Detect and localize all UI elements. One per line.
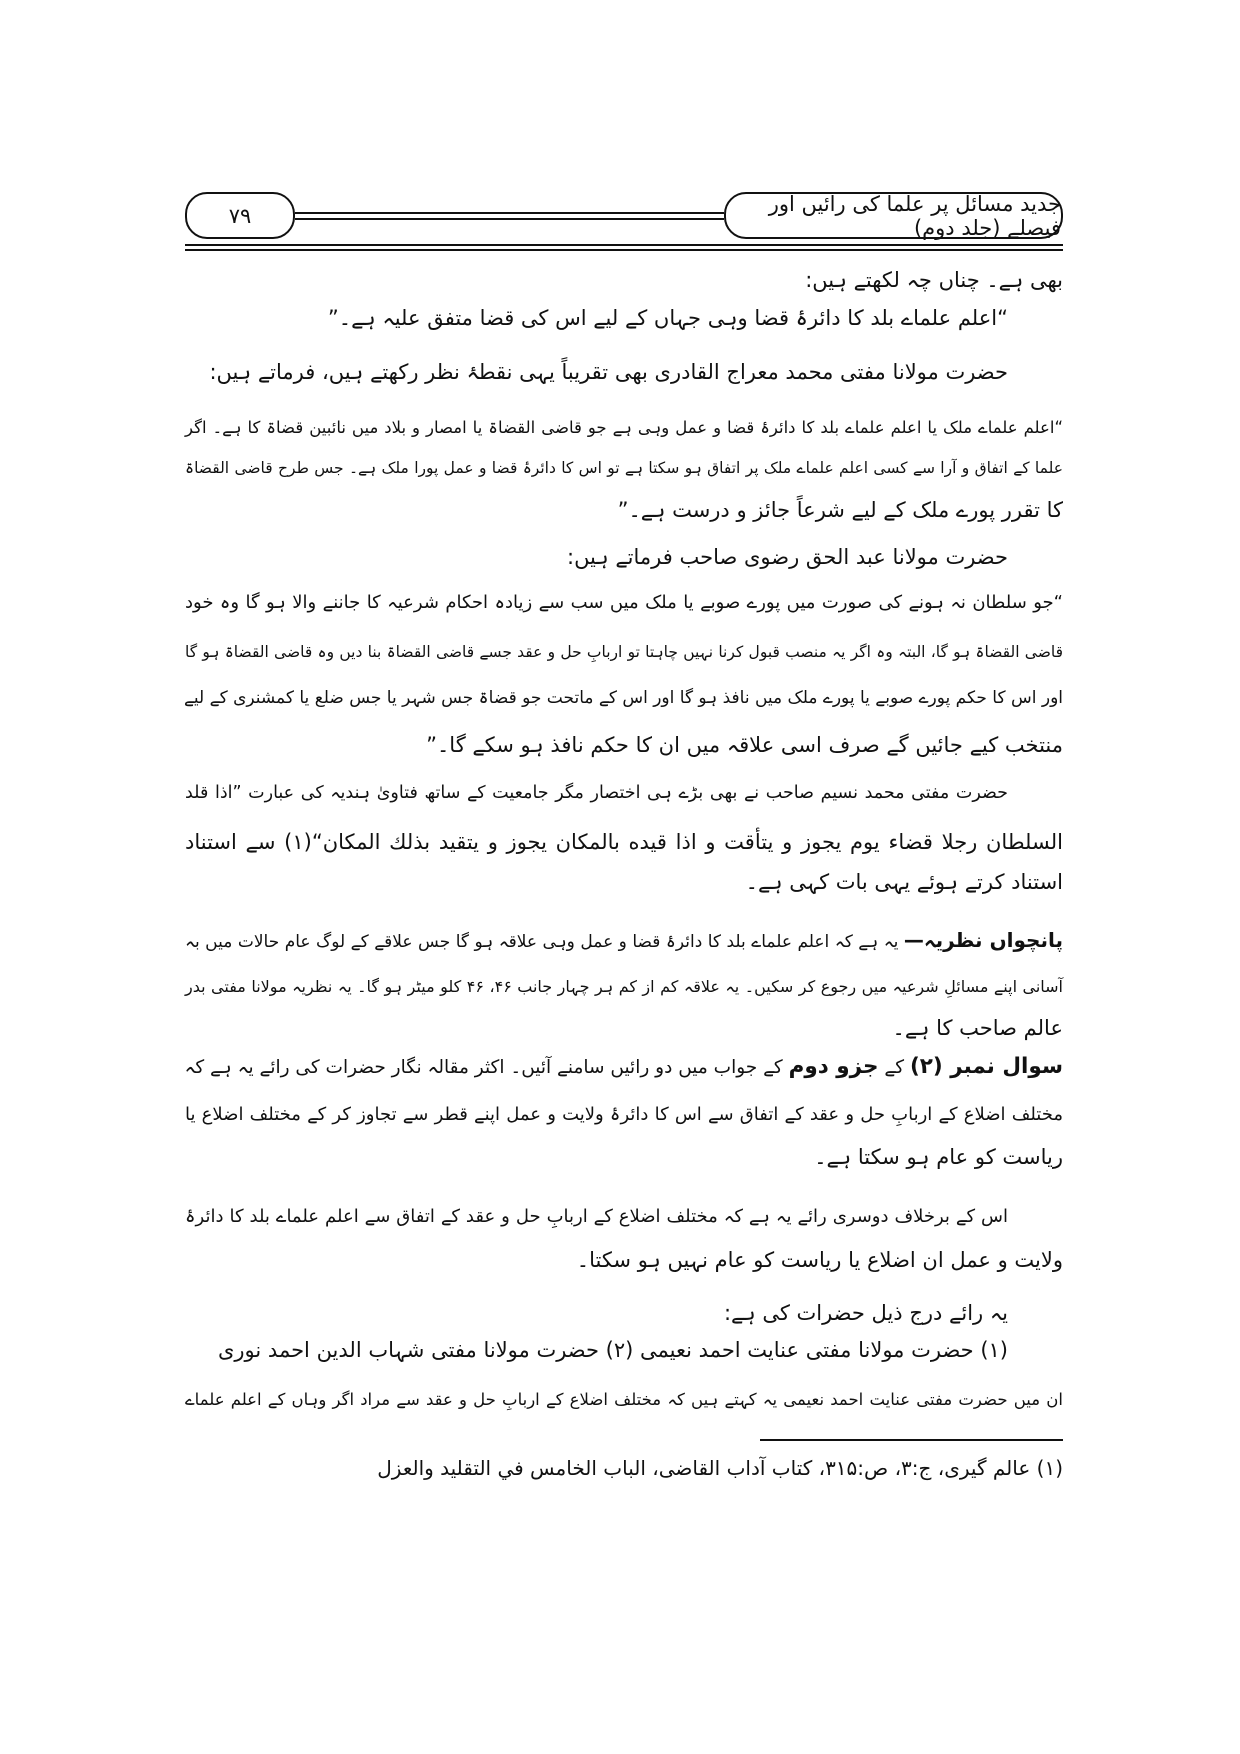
theory-5-heading: پانچواں نظریہ— xyxy=(903,928,1063,952)
book-title-banner xyxy=(724,192,1063,239)
question-line xyxy=(185,1050,1063,1084)
quote-line: “اعلم علماے بلد کا دائرۂ قضا وہی جہاں کے لیے اس کی قضا متفق علیہ ہے۔” xyxy=(327,306,1008,330)
question-heading: سوال نمبر (۲) xyxy=(909,1054,1063,1079)
text-line: اس کے برخلاف دوسری رائے یہ ہے کہ مختلف اضلاع کے اربابِ حل و عقد کے اتفاق سے اعلم علماے بلد کا دائرۂ xyxy=(185,1206,1008,1227)
text-line: حضرت مفتی محمد نسیم صاحب نے بھی بڑے ہی اختصار مگر جامعیت کے ساتھ فتاویٰ ہندیہ کی عبارت ”اذا قلد xyxy=(185,783,1008,803)
quote-line: علما کے اتفاق و آرا سے کسی اعلم علماے ملک پر اتفاق ہو سکتا ہے تو اس کا دائرۂ قضا و عمل پورا ملک ہے۔ جس طرح قاضی القضاۃ xyxy=(185,459,1063,477)
header-bottom-rule xyxy=(185,244,1063,246)
text-span: کے xyxy=(884,1057,905,1078)
text-line: آسانی اپنے مسائلِ شرعیہ میں رجوع کر سکیں۔ یہ علاقہ کم از کم ہر چہار جانب ۴۶، ۴۶ کلو میٹر ہو گا۔ یہ نظریہ مولانا مفتی بدر xyxy=(185,977,1064,996)
text-line: السلطان رجلا قضاء یوم یجوز و یتأقت و اذا قیده بالمكان یجوز و یتقید بذلك المكان“(۱) سے استناد xyxy=(185,830,1063,854)
footnote: (۱) عالم گیری، ج:۳، ص:۳۱۵، کتاب آداب القاضی، الباب الخامس في التقليد والعزل xyxy=(377,1456,1063,1480)
text-line: یہ رائے درج ذیل حضرات کی ہے: xyxy=(723,1301,1008,1325)
quote-line: اور اس کا حکم پورے صوبے یا پورے ملک میں نافذ ہو گا اور اس کے ماتحت جو قضاۃ جس شہر یا جس ضلع یا کمشنری کے لیے xyxy=(183,688,1063,708)
text-span: کے جواب میں دو رائیں سامنے آئیں۔ اکثر مقالہ نگار حضرات کی رائے یہ ہے کہ xyxy=(184,1057,783,1078)
header-rule xyxy=(295,212,724,214)
book-title: جدید مسائل پر علما کی رائیں اور فیصلے (جلد دوم) xyxy=(768,191,1061,240)
text-line: عالم صاحب کا ہے۔ xyxy=(892,1016,1063,1040)
text-line: حضرت مولانا عبد الحق رضوی صاحب فرماتے ہیں: xyxy=(567,545,1008,569)
text-line: مختلف اضلاع کے اربابِ حل و عقد کے اتفاق سے اس کا دائرۂ ولایت و عمل اپنے قطر سے تجاوز کر کے مختلف اضلاع یا xyxy=(185,1104,1063,1125)
quote-line: “اعلم علماے ملک یا اعلم علماے بلد کا دائرۂ قضا و عمل وہی ہے جو قاضی القضاۃ یا امصار و بلاد میں نائبین قضاۃ کا ہے۔ اگر xyxy=(185,418,1063,437)
header-rule xyxy=(295,218,724,220)
page-number: ۷۹ xyxy=(228,203,252,228)
question-part: جزو دوم xyxy=(788,1054,879,1079)
text-line: بھی ہے۔ چناں چہ لکھتے ہیں: xyxy=(805,268,1063,292)
text-line: ریاست کو عام ہو سکتا ہے۔ xyxy=(814,1145,1063,1169)
quote-line: قاضی القضاۃ ہو گا، البتہ وہ اگر یہ منصب قبول کرنا نہیں چاہتا تو اربابِ حل و عقد جسے قاضی القضاۃ بنا دیں وہ قاضی القضاۃ ہو گا xyxy=(185,643,1063,661)
list-item: (۱) حضرت مولانا مفتی عنایت احمد نعیمی (۲) حضرت مولانا مفتی شہاب الدین احمد نوری xyxy=(217,1338,1008,1362)
quote-line: “جو سلطان نہ ہونے کی صورت میں پورے صوبے یا ملک میں سب سے زیادہ احکام شرعیہ کا جاننے والا ہو گا وہ خود xyxy=(185,592,1063,613)
text-span: یہ ہے کہ اعلم علماے بلد کا دائرۂ قضا و عمل وہی علاقہ ہو گا جس علاقے کے لوگ عام حالات میں بہ xyxy=(185,932,899,952)
theory-5-line xyxy=(185,923,1063,957)
quote-line: منتخب کیے جائیں گے صرف اسی علاقہ میں ان کا حکم نافذ ہو سکے گا۔” xyxy=(426,733,1063,757)
page-number-box xyxy=(185,192,295,239)
footnote-rule xyxy=(760,1439,1063,1441)
text-line: ولایت و عمل ان اضلاع یا ریاست کو عام نہیں ہو سکتا۔ xyxy=(576,1248,1063,1272)
header-bottom-rule xyxy=(185,249,1063,251)
text-line: ان میں حضرت مفتی عنایت احمد نعیمی یہ کہتے ہیں کہ مختلف اضلاع کے اربابِ حل و عقد سے مراد اگر وہاں کے اعلم علماے xyxy=(185,1390,1063,1409)
quote-line: کا تقرر پورے ملک کے لیے شرعاً جائز و درست ہے۔” xyxy=(617,498,1063,522)
text-line: حضرت مولانا مفتی محمد معراج القادری بھی تقریباً یہی نقطۂ نظر رکھتے ہیں، فرماتے ہیں: xyxy=(209,360,1008,384)
text-line: استناد کرتے ہوئے یہی بات کہی ہے۔ xyxy=(745,870,1063,894)
